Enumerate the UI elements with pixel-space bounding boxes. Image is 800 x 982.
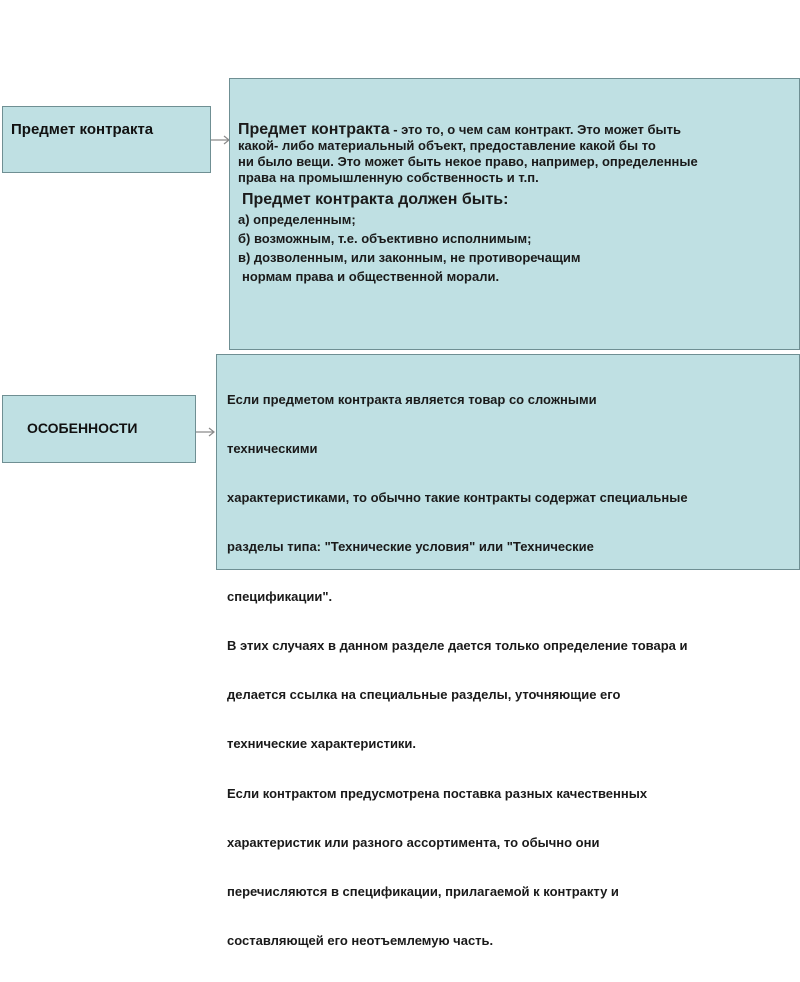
features-line: Если контрактом предусмотрена поставка разных качественных (227, 785, 648, 801)
features-label-box (2, 395, 196, 463)
features-line: технические характеристики. (227, 736, 417, 752)
features-line: составляющей его неотъемлемую часть. (227, 933, 494, 949)
features-line: техническими (227, 441, 318, 457)
must-item: б) возможным, т.е. объективно исполнимым; (238, 231, 532, 246)
subject-label: Предмет контракта (11, 121, 154, 138)
features-line: разделы типа: "Технические условия" или "Технические (227, 539, 594, 555)
features-line: В этих случаях в данном разделе дается только определение товара и (227, 637, 688, 653)
features-box (216, 354, 800, 949)
definition-heading: Предмет контракта (238, 121, 390, 138)
arrow-right-icon (196, 426, 216, 438)
features-line: характеристиками, то обычно такие контракты содержат специальные (227, 490, 688, 506)
must-item: нормам права и общественной морали. (242, 269, 500, 284)
definition-line: какой- либо материальный объект, предоставление какой бы то (238, 138, 656, 153)
definition-line: - это то, о чем сам контракт. Это может быть (389, 122, 681, 137)
features-line: делается ссылка на специальные разделы, уточняющие его (227, 687, 621, 703)
features-label: ОСОБЕННОСТИ (27, 420, 138, 436)
definition-box (229, 78, 800, 350)
features-line: характеристик или разного ассортимента, то обычно они (227, 834, 600, 850)
arrow-right-icon (211, 134, 231, 146)
features-line: перечисляются в спецификации, прилагаемой к контракту и (227, 884, 619, 899)
must-item: в) дозволенным, или законным, не противоречащим (238, 250, 581, 265)
definition-line: ни было вещи. Это может быть некое право, например, определенные (238, 154, 698, 169)
subject-label-box (2, 106, 211, 173)
must-item: а) определенным; (238, 212, 356, 227)
features-line: Если предметом контракта является товар со сложными (227, 391, 597, 407)
definition-line: права на промышленную собственность и т.п. (238, 170, 539, 185)
must-heading: Предмет контракта должен быть: (242, 191, 509, 208)
features-line: спецификации". (227, 588, 333, 604)
